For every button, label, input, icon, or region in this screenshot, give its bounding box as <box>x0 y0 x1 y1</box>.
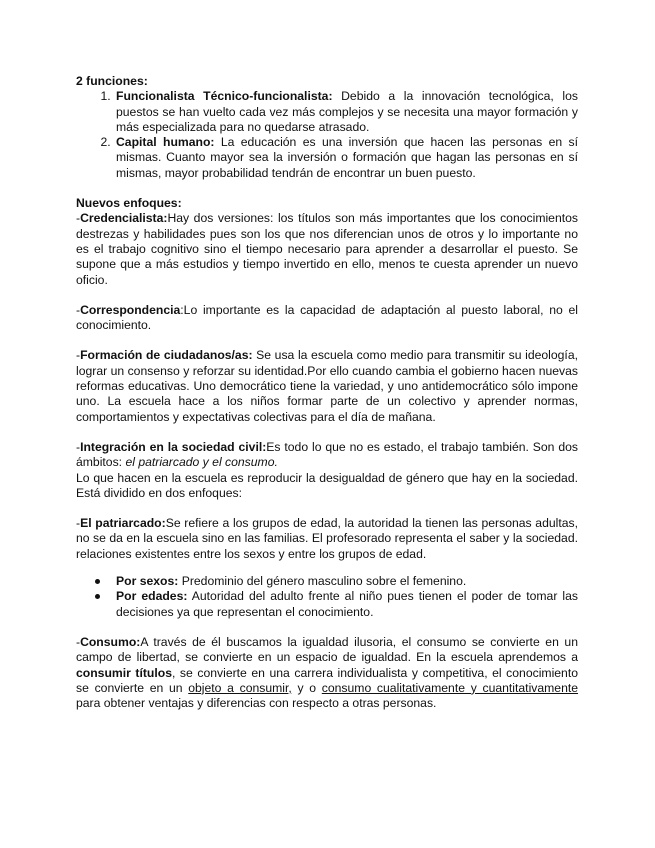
term-consumir-titulos: consumir títulos <box>76 665 172 680</box>
paragraph-ciudadanos <box>76 348 578 424</box>
paragraph-correspondencia <box>76 303 578 334</box>
bullet-por-edades <box>114 589 578 620</box>
bullet-por-sexos <box>114 574 578 589</box>
paragraph-consumo <box>76 635 578 711</box>
term-funcionalista: Funcionalista Técnico-funcionalista: <box>116 89 333 104</box>
dash: - <box>76 439 81 454</box>
paragraph-integracion <box>76 440 578 471</box>
dash: - <box>76 348 81 363</box>
term-correspondencia: Correspondencia <box>80 302 181 317</box>
term-consumo: Consumo: <box>80 634 141 649</box>
dash: - <box>76 516 81 531</box>
term-capital-humano: Capital humano: <box>116 135 215 150</box>
text-correspondencia: :Lo importante es la capacidad de adaptación al puesto laboral, no el conocimiento. <box>76 302 578 333</box>
text-credencialista: Hay dos versiones: los títulos son más importantes que los conocimientos destrezas y habilidades pues son los que nos diferencian unos de otros y lo importante no es el trabajo cognitivo sino el tiempo necesario para aprender a desarrollar el puesto. Se supone que a más estudios y tiempo invertido en ello, menos te cuesta aprender un nuevo oficio. <box>76 211 578 287</box>
text-funcionalista: Debido a la innovación tecnológica, los puestos se han vuelto cada vez más complejos y se necesita una mayor formación y más especializada para no quedarse atrasado. <box>116 89 578 134</box>
section-title-enfoques: Nuevos enfoques: <box>76 196 182 211</box>
paragraph-patriarcado <box>76 516 578 562</box>
term-patriarcado: El patriarcado: <box>80 516 166 531</box>
text-consumo-3: y o <box>291 680 322 695</box>
term-integracion: Integración en la sociedad civil: <box>80 439 267 454</box>
text-consumo-2: , se convierte en una carrera individualista y competitiva, el conocimiento se convierte en un <box>76 665 578 695</box>
dash: - <box>76 634 81 649</box>
underline-objeto-consumir: objeto a consumir, <box>188 680 292 695</box>
term-credencialista: Credencialista: <box>80 211 168 226</box>
text-patriarcado: Se refiere a los grupos de edad, la autoridad la tienen las personas adultas, no se da en la escuela sino en las familias. El profesorado representa el saber y la sociedad. relaciones existentes entre los sexos y entre los grupos de edad. <box>76 516 578 561</box>
text-consumo-4: para obtener ventajas y diferencias con respecto a otras personas. <box>76 696 437 711</box>
list-item-funcionalista <box>114 89 578 135</box>
section-title-funciones: 2 funciones: <box>76 74 148 88</box>
italic-ambitos: el patriarcado y el consumo. <box>125 455 278 470</box>
term-por-edades: Por edades: <box>116 589 188 604</box>
text-por-sexos: Predominio del género masculino sobre el femenino. <box>178 574 467 589</box>
funciones-list <box>76 89 578 181</box>
document-content <box>76 74 578 711</box>
term-por-sexos: Por sexos: <box>116 574 179 589</box>
text-capital-humano: La educación es una inversión que hacen las personas en sí mismas. Cuanto mayor sea la inversión o formación que hagan las personas en sí mismas, mayor probabilidad tendrán de encontrar un buen puesto. <box>116 135 578 180</box>
text-por-edades: Autoridad del adulto frente al niño pues tienen el poder de tomar las decisiones ya que representan el conocimiento. <box>116 589 578 619</box>
paragraph-credencialista <box>76 211 578 287</box>
underline-consumo-cualitativo: consumo cualitativamente y cuantitativamente <box>321 680 579 695</box>
text-ciudadanos: Se usa la escuela como medio para transmitir su ideología, lograr un consenso y reforzar su identidad.Por ello cuando cambia el gobierno hacen nuevas reformas educativas. Uno democrático tiene la variedad, y uno antidemocrático sólo impone uno. La escuela hace a los niños formar parte de un colectivo y aprender normas, comportamientos y expectativas colectivas para el día de mañana. <box>76 348 578 424</box>
dash: - <box>76 302 81 317</box>
patriarcado-bullets <box>76 574 578 620</box>
text-integracion: Es todo lo que no es estado, el trabajo también. Son dos ámbitos: <box>76 439 578 470</box>
term-ciudadanos: Formación de ciudadanos/as: <box>80 348 253 363</box>
list-item-capital-humano <box>114 135 578 181</box>
paragraph-integracion-2: Lo que hacen en la escuela es reproducir la desigualdad de género que hay en la sociedad. Está dividido en dos enfoques: <box>76 470 578 500</box>
dash: - <box>76 211 81 226</box>
text-consumo-1: A través de él buscamos la igualdad ilusoria, el consumo se convierte en un campo de libertad, se convierte en un espacio de igualdad. En la escuela aprendemos a <box>76 634 578 665</box>
